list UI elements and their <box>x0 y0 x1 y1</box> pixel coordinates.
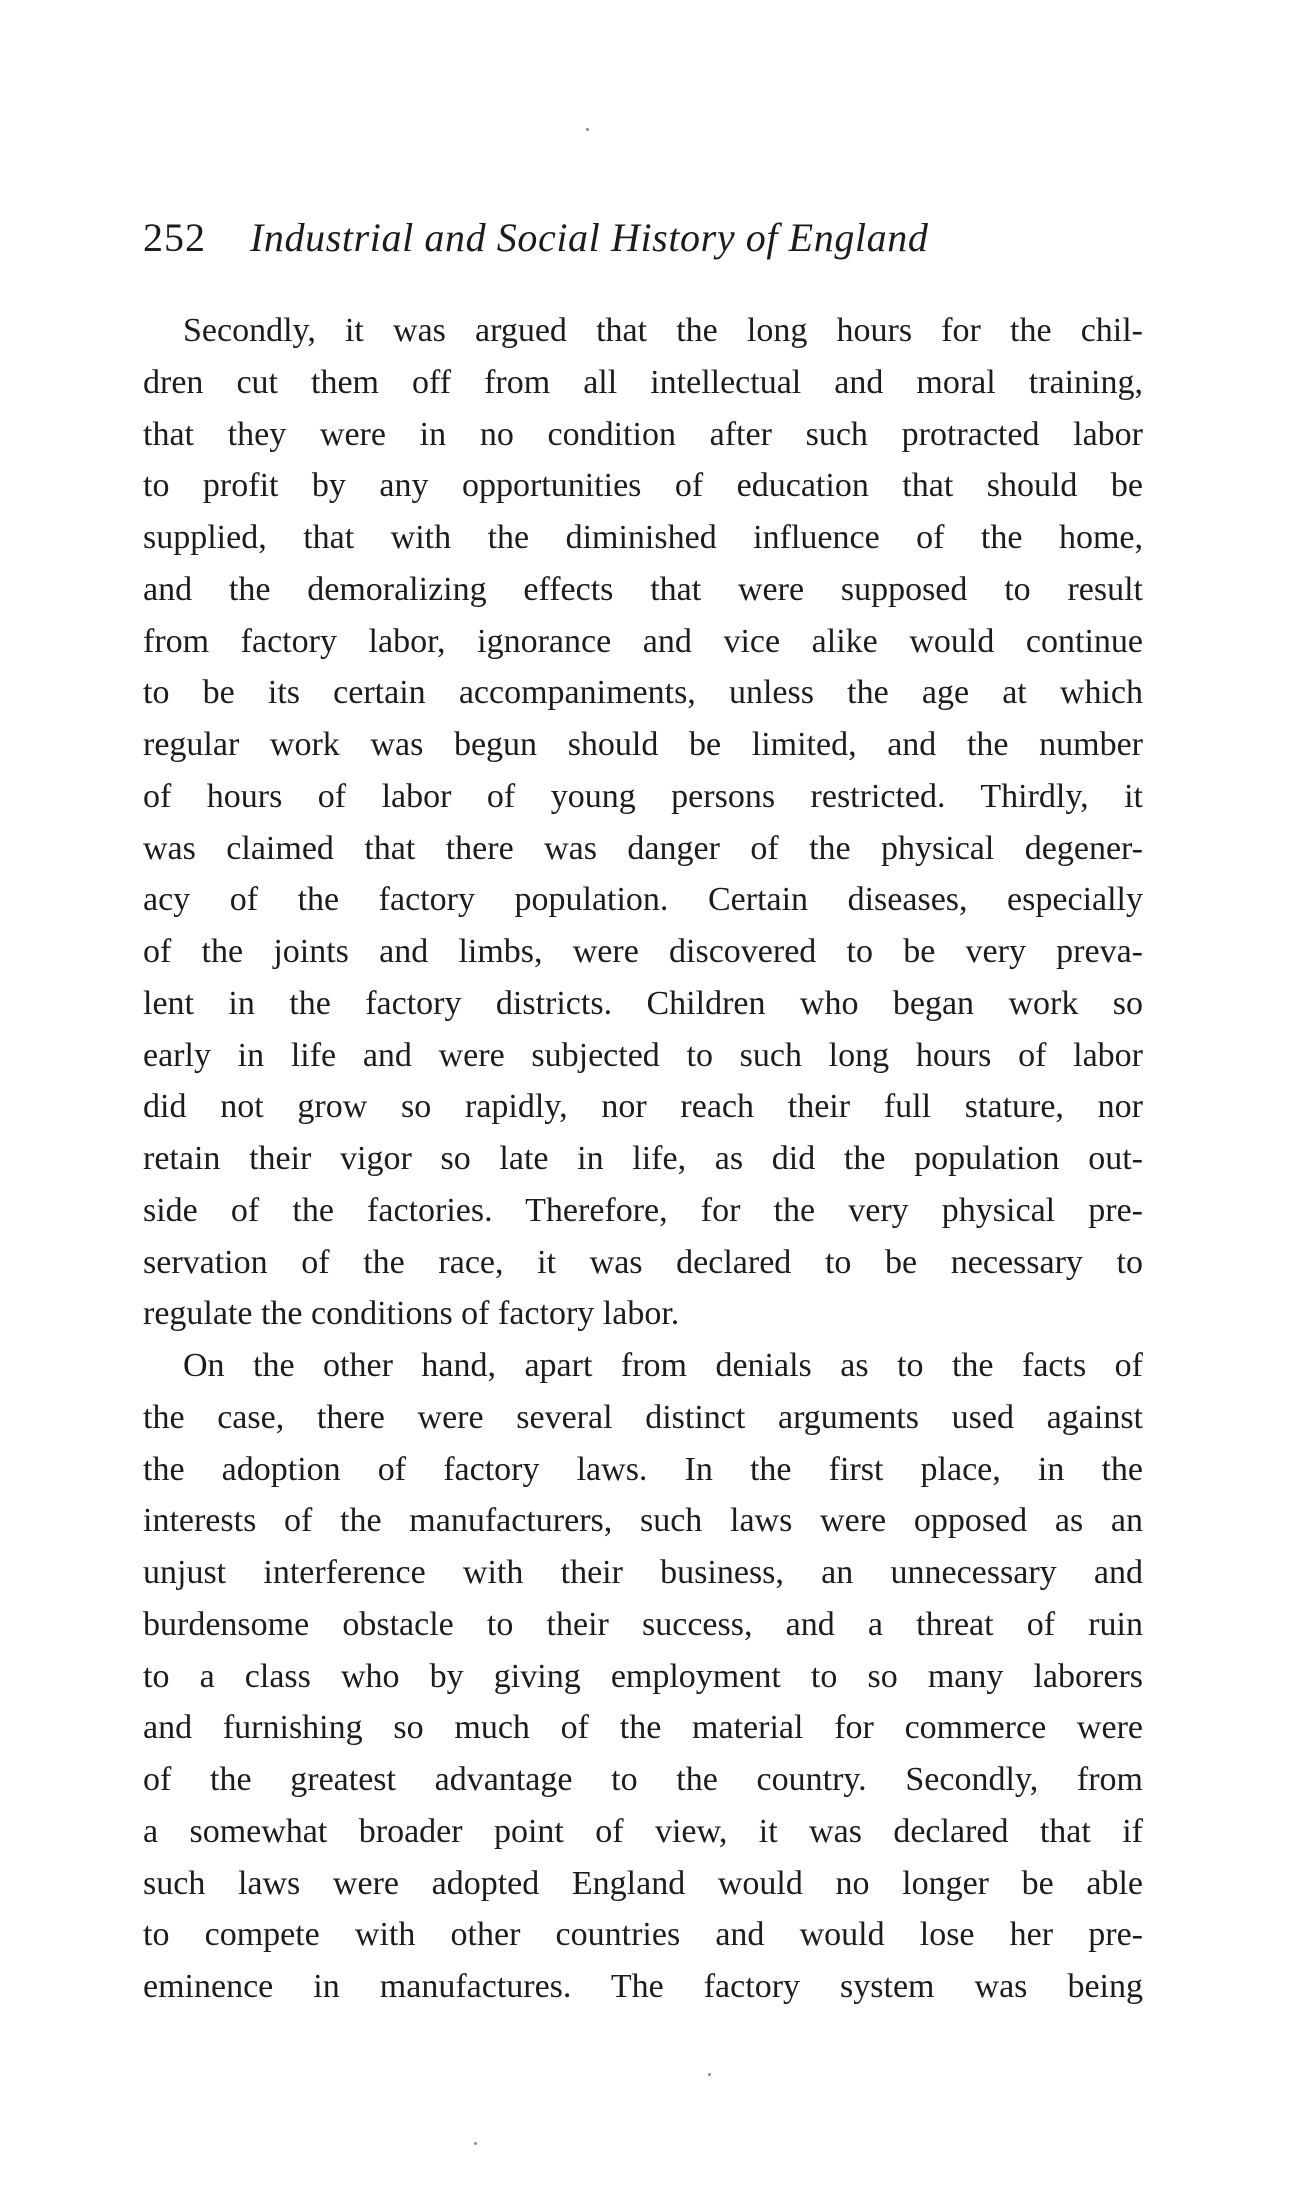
text-line: of the greatest advantage to the country. Secondly, from <box>143 1761 1143 1798</box>
text-line: of the joints and limbs, were discovered to be very preva- <box>143 933 1143 970</box>
text-line: acy of the factory population. Certain diseases, especially <box>143 881 1143 919</box>
text-line: eminence in manufactures. The factory system was being <box>143 1968 1143 2005</box>
text-line: Secondly, it was argued that the long hours for the chil- <box>183 312 1143 349</box>
page-speck <box>474 2142 477 2145</box>
text-line: that they were in no condition after such protracted labor <box>143 415 1143 453</box>
text-line: unjust interference with their business, an unnecessary and <box>143 1554 1143 1591</box>
text-line: to be its certain accompaniments, unless the age at which <box>143 674 1143 712</box>
text-line: regular work was begun should be limited, and the number <box>143 726 1143 763</box>
text-line: On the other hand, apart from denials as to the facts of <box>183 1347 1143 1384</box>
text-line: burdensome obstacle to their success, and a threat of ruin <box>143 1605 1143 1643</box>
running-head <box>143 208 1143 268</box>
text-line: from factory labor, ignorance and vice alike would continue <box>143 622 1143 660</box>
text-line: supplied, that with the diminished influence of the home, <box>143 519 1143 556</box>
text-line: and the demoralizing effects that were supposed to result <box>143 570 1143 608</box>
page-number: 252 <box>143 215 206 260</box>
text-line: such laws were adopted England would no longer be able <box>143 1864 1143 1902</box>
text-line: did not grow so rapidly, nor reach their full stature, nor <box>143 1088 1143 1126</box>
text-line: servation of the race, it was declared to be necessary to <box>143 1243 1143 1281</box>
page-speck <box>708 2073 711 2076</box>
text-line: dren cut them off from all intellectual and moral training, <box>143 363 1143 401</box>
body-text <box>143 305 1143 2013</box>
text-line: and furnishing so much of the material for commerce were <box>143 1709 1143 1747</box>
text-line: retain their vigor so late in life, as did the population out- <box>143 1140 1143 1177</box>
text-line: of hours of labor of young persons restricted. Thirdly, it <box>143 777 1143 815</box>
text-line: a somewhat broader point of view, it was declared that if <box>143 1812 1143 1850</box>
text-line: lent in the factory districts. Children who began work so <box>143 984 1143 1022</box>
text-line: to profit by any opportunities of education that should be <box>143 467 1143 505</box>
running-title: Industrial and Social History of England <box>250 215 929 260</box>
text-line: the case, there were several distinct arguments used against <box>143 1398 1143 1436</box>
text-line: regulate the conditions of factory labor. <box>143 1295 680 1333</box>
text-line: side of the factories. Therefore, for the very physical pre- <box>143 1191 1143 1229</box>
text-line: to compete with other countries and would lose her pre- <box>143 1916 1143 1954</box>
text-line: interests of the manufacturers, such laws were opposed as an <box>143 1502 1143 1540</box>
text-line: was claimed that there was danger of the physical degener- <box>143 829 1143 867</box>
text-line: the adoption of factory laws. In the first place, in the <box>143 1450 1143 1488</box>
page-speck <box>586 128 589 131</box>
text-line: early in life and were subjected to such long hours of labor <box>143 1036 1143 1074</box>
text-line: to a class who by giving employment to so many laborers <box>143 1657 1143 1695</box>
